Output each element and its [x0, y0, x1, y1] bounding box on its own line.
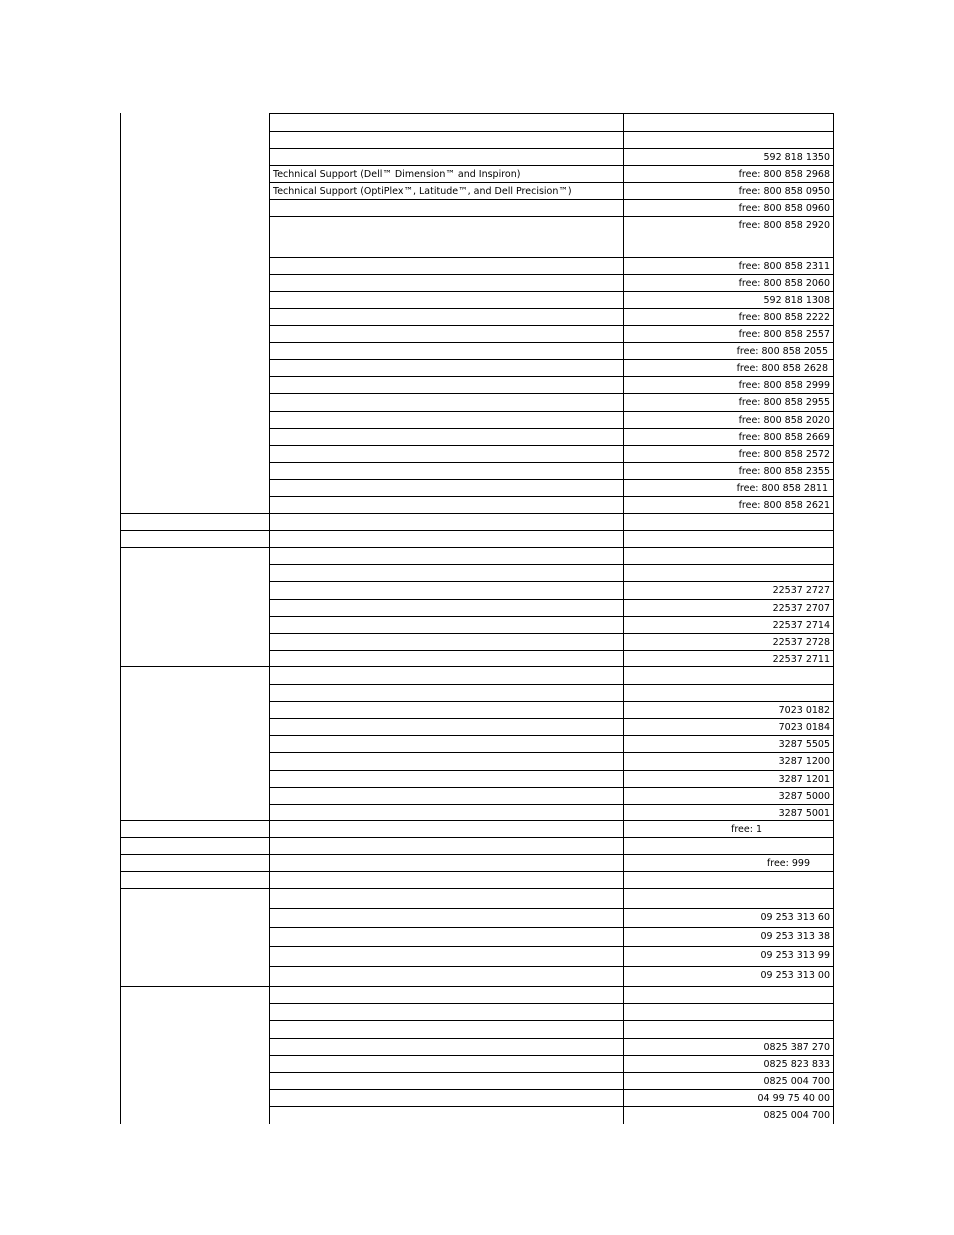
row-divider — [269, 148, 834, 149]
row-divider — [269, 966, 834, 967]
row-divider — [120, 854, 834, 855]
phone-number: free: 800 858 2355 — [738, 466, 830, 477]
row-divider — [269, 616, 834, 617]
row-divider — [269, 257, 834, 258]
row-divider — [269, 927, 834, 928]
row-divider — [269, 701, 834, 702]
row-divider — [269, 325, 834, 326]
row-divider — [269, 496, 834, 497]
phone-number: free: 999 — [766, 858, 810, 869]
row-divider — [120, 547, 834, 548]
phone-number: 0825 823 833 — [763, 1059, 830, 1070]
row-divider — [269, 393, 834, 394]
row-divider — [120, 530, 834, 531]
row-divider — [269, 428, 834, 429]
phone-number: 0825 004 700 — [763, 1076, 830, 1087]
phone-number: 3287 5000 — [778, 791, 830, 802]
column-divider — [833, 113, 834, 1124]
phone-number: free: 800 858 2955 — [738, 397, 830, 408]
phone-number: free: 800 858 0950 — [738, 186, 830, 197]
row-divider — [120, 888, 834, 889]
row-divider — [269, 359, 834, 360]
row-divider — [269, 946, 834, 947]
phone-number: 3287 5001 — [778, 808, 830, 819]
phone-number: free: 800 858 2920 — [738, 220, 830, 231]
row-divider — [269, 650, 834, 651]
phone-number: 0825 004 700 — [763, 1110, 830, 1121]
service-description: Technical Support (Dell™ Dimension™ and Inspiron) — [273, 169, 521, 180]
phone-number: free: 1 — [731, 824, 762, 835]
row-divider — [269, 599, 834, 600]
row-divider — [269, 1003, 834, 1004]
row-divider — [269, 342, 834, 343]
phone-number: 7023 0182 — [778, 705, 830, 716]
row-divider — [269, 564, 834, 565]
phone-number: free: 800 858 2557 — [738, 329, 830, 340]
row-divider — [269, 479, 834, 480]
row-divider — [269, 411, 834, 412]
phone-number: free: 800 858 2999 — [738, 380, 830, 391]
phone-number: 04 99 75 40 00 — [757, 1093, 830, 1104]
phone-number: 22537 2711 — [772, 654, 830, 665]
column-divider — [120, 113, 121, 1124]
service-description: Technical Support (OptiPlex™, Latitude™, and Dell Precision™) — [273, 186, 572, 197]
row-divider — [269, 804, 834, 805]
phone-number: 22537 2727 — [772, 585, 830, 596]
phone-number: free: 800 858 2968 — [738, 169, 830, 180]
row-divider — [269, 216, 834, 217]
row-divider — [269, 1072, 834, 1073]
row-divider — [120, 513, 834, 514]
row-divider — [269, 165, 834, 166]
row-divider — [269, 376, 834, 377]
phone-number: free: 800 858 2222 — [738, 312, 830, 323]
row-divider — [269, 718, 834, 719]
phone-number: 0825 387 270 — [763, 1042, 830, 1053]
phone-number: 22537 2714 — [772, 620, 830, 631]
row-divider — [269, 182, 834, 183]
row-divider — [269, 462, 834, 463]
row-divider — [269, 308, 834, 309]
phone-number: 22537 2728 — [772, 637, 830, 648]
phone-number: 09 253 313 99 — [760, 950, 830, 961]
row-divider — [269, 581, 834, 582]
row-divider — [269, 787, 834, 788]
row-divider — [120, 837, 834, 838]
phone-number: free: 800 858 2055 — [736, 346, 828, 357]
phone-number: free: 800 858 2811 — [736, 483, 828, 494]
row-divider — [120, 666, 834, 667]
phone-number: free: 800 858 0960 — [738, 203, 830, 214]
row-divider — [269, 1055, 834, 1056]
row-divider — [269, 131, 834, 132]
row-divider — [120, 986, 834, 987]
row-divider — [269, 1089, 834, 1090]
row-divider — [120, 820, 834, 821]
phone-number: 09 253 313 00 — [760, 970, 830, 981]
row-divider — [269, 199, 834, 200]
phone-number: 592 818 1350 — [763, 152, 830, 163]
row-divider — [269, 770, 834, 771]
row-divider — [269, 274, 834, 275]
row-divider — [269, 633, 834, 634]
row-divider — [269, 1020, 834, 1021]
row-divider — [269, 735, 834, 736]
row-divider — [120, 871, 834, 872]
row-divider — [269, 1038, 834, 1039]
row-divider — [269, 291, 834, 292]
phone-number: free: 800 858 2621 — [738, 500, 830, 511]
phone-number: free: 800 858 2628 — [736, 363, 828, 374]
row-divider — [269, 752, 834, 753]
phone-number: 3287 1201 — [778, 774, 830, 785]
row-divider — [269, 908, 834, 909]
phone-number: free: 800 858 2669 — [738, 432, 830, 443]
phone-number: 592 818 1308 — [763, 295, 830, 306]
row-divider — [269, 445, 834, 446]
phone-number: 09 253 313 60 — [760, 912, 830, 923]
phone-number: 09 253 313 38 — [760, 931, 830, 942]
row-divider — [269, 684, 834, 685]
phone-number: 7023 0184 — [778, 722, 830, 733]
phone-number: 3287 1200 — [778, 756, 830, 767]
phone-number: free: 800 858 2311 — [738, 261, 830, 272]
phone-number: free: 800 858 2020 — [738, 415, 830, 426]
phone-number: 3287 5505 — [778, 739, 830, 750]
phone-number: free: 800 858 2060 — [738, 278, 830, 289]
phone-number: free: 800 858 2572 — [738, 449, 830, 460]
phone-number: 22537 2707 — [772, 603, 830, 614]
row-divider — [269, 1106, 834, 1107]
row-divider — [269, 113, 834, 114]
column-divider — [269, 113, 270, 1124]
column-divider — [623, 113, 624, 1124]
